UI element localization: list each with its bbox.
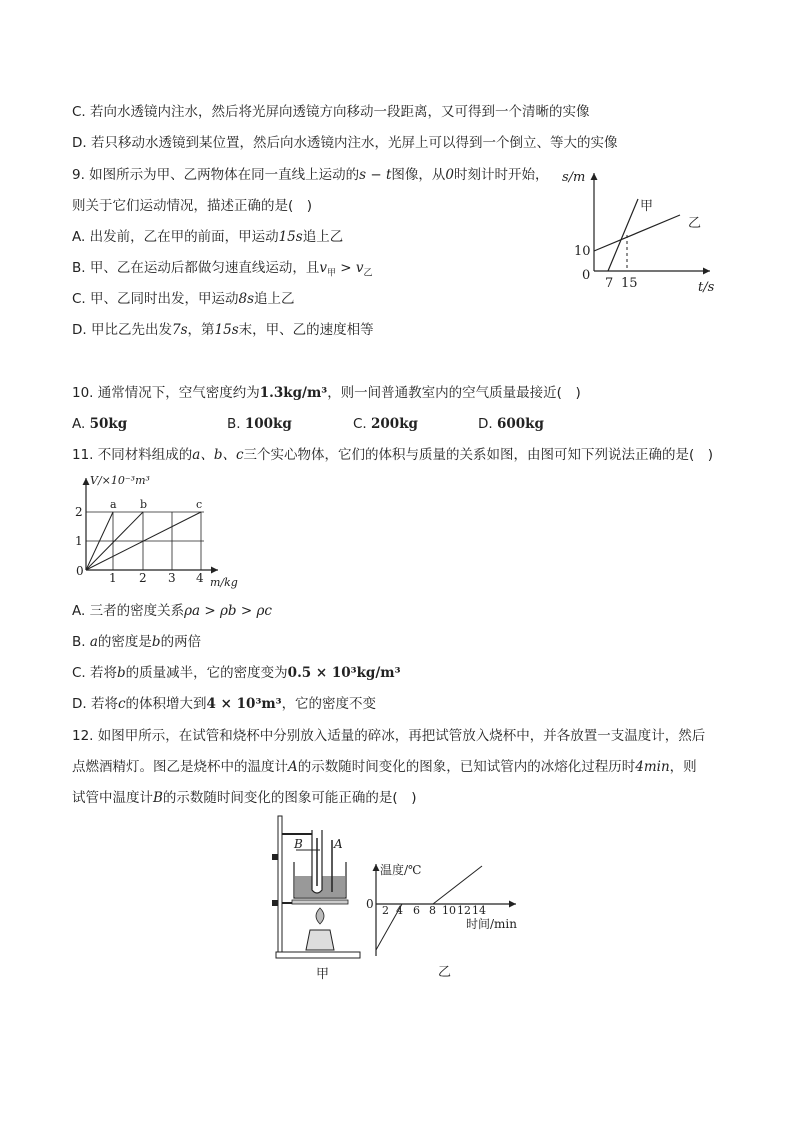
q12-x-tick-6: 6 <box>413 904 420 917</box>
stand-base <box>276 952 360 958</box>
q9-st-graph <box>560 165 730 295</box>
q12-x-tick-4: 4 <box>396 904 403 917</box>
q11-label-a: a <box>110 498 117 511</box>
alcohol-lamp <box>306 930 334 950</box>
upper-clamp <box>272 854 278 860</box>
q9-stem: 9. 如图所示为甲、乙两物体在同一直线上运动的s − t图像，从0时刻计时开始， <box>72 167 549 183</box>
q9-option-b: B. 甲、乙在运动后都做匀速直线运动，且$v_甲 > v_乙$ <box>72 260 373 279</box>
label-a: A <box>334 837 343 851</box>
q12-stem-line1: 12. 如图甲所示，在试管和烧杯中分别放入适量的碎冰，再把试管放入烧杯中，并各放置一支温度计，然后 <box>72 728 706 744</box>
stand-rod <box>278 816 282 952</box>
q11-vm-graph <box>70 470 250 590</box>
q12-x-tick-10: 10 <box>442 904 456 917</box>
figure-jia-label: 甲 <box>316 967 330 982</box>
gauze <box>292 900 348 904</box>
q12-y-label: 温度/℃ <box>380 863 422 877</box>
q11-y-tick-1: 1 <box>75 534 83 548</box>
q12-x-tick-8: 8 <box>429 904 436 917</box>
q11-label-c: c <box>196 498 203 511</box>
q9-label-yi: 乙 <box>688 216 702 231</box>
figure-yi-label: 乙 <box>438 965 452 980</box>
q9-x-tick-15: 15 <box>621 276 638 291</box>
q12-x-label: 时间/min <box>466 917 517 931</box>
q11-x-tick-1: 1 <box>109 571 117 585</box>
q11-option-d: D. 若将c的体积增大到4 × 10³m³，它的密度不变 <box>72 696 377 712</box>
q9-y-label: s/m <box>562 170 586 185</box>
q10-option-a: A. 50kg <box>72 416 128 432</box>
q11-option-c: C. 若将b的质量减半，它的密度变为0.5 × 10³kg/m³ <box>72 665 401 681</box>
q11-label-b: b <box>140 498 148 511</box>
q10-option-b: B. 100kg <box>227 416 292 432</box>
q12-apparatus-figure <box>268 812 368 982</box>
q9-label-jia: 甲 <box>640 199 654 214</box>
q9-option-d: D. 甲比乙先出发7s，第15s末，甲、乙的速度相等 <box>72 322 374 338</box>
q11-x-tick-4: 4 <box>196 571 204 585</box>
q9-option-c: C. 甲、乙同时出发，甲运动8s追上乙 <box>72 291 295 307</box>
q10-option-d: D. 600kg <box>478 416 544 432</box>
q12-x-tick-12: 12 <box>457 904 471 917</box>
q9-option-a: A. 出发前，乙在甲的前面，甲运动15s追上乙 <box>72 229 344 245</box>
q8-option-c: C. 若向水透镜内注水，然后将光屏向透镜方向移动一段距离，又可得到一个清晰的实像 <box>72 104 590 120</box>
q11-option-a: A. 三者的密度关系ρa > ρb > ρc <box>72 603 272 619</box>
flame <box>316 908 324 924</box>
q12-x-tick-14: 14 <box>472 904 486 917</box>
q10-stem: 10. 通常情况下，空气密度约为1.3kg/m³，则一间普通教室内的空气质量最接近( ) <box>72 385 581 401</box>
q8-option-d: D. 若只移动水透镜到某位置，然后向水透镜内注水，光屏上可以得到一个倒立、等大的实像 <box>72 135 618 151</box>
q11-x-tick-3: 3 <box>168 571 176 585</box>
q12-x-tick-2: 2 <box>382 904 389 917</box>
q11-origin: 0 <box>76 564 84 578</box>
q9-x-tick-7: 7 <box>605 276 614 291</box>
q11-y-label: V/×10⁻³m³ <box>90 474 150 487</box>
q12-temperature-graph <box>358 858 528 980</box>
q9-stem-line2: 则关于它们运动情况，描述正确的是( ) <box>72 198 313 214</box>
q9-y-tick-10: 10 <box>574 244 591 259</box>
q11-y-tick-2: 2 <box>75 505 83 519</box>
q12-stem-line3: 试管中温度计B的示数随时间变化的图象可能正确的是( ) <box>72 790 417 806</box>
q9-line-yi <box>594 215 680 251</box>
q11-stem: 11. 不同材料组成的a、b、c三个实心物体，它们的体积与质量的关系如图，由图可知下列说法正确的是( ) <box>72 447 714 463</box>
q12-stem-line2: 点燃酒精灯。图乙是烧杯中的温度计A的示数随时间变化的图象，已知试管内的冰熔化过程历时4min，则 <box>72 759 697 775</box>
q12-origin: 0 <box>366 897 374 911</box>
lower-clamp <box>272 900 278 906</box>
q11-x-label: m/kg <box>210 576 238 589</box>
q12-curve-heating <box>376 904 402 950</box>
q11-option-b: B. a的密度是b的两倍 <box>72 634 202 650</box>
q10-option-c: C. 200kg <box>353 416 418 432</box>
q9-origin: 0 <box>582 268 591 283</box>
q9-x-label: t/s <box>698 280 715 295</box>
q12-curve-after <box>433 866 482 904</box>
label-b: B <box>294 837 303 851</box>
q11-x-tick-2: 2 <box>139 571 147 585</box>
